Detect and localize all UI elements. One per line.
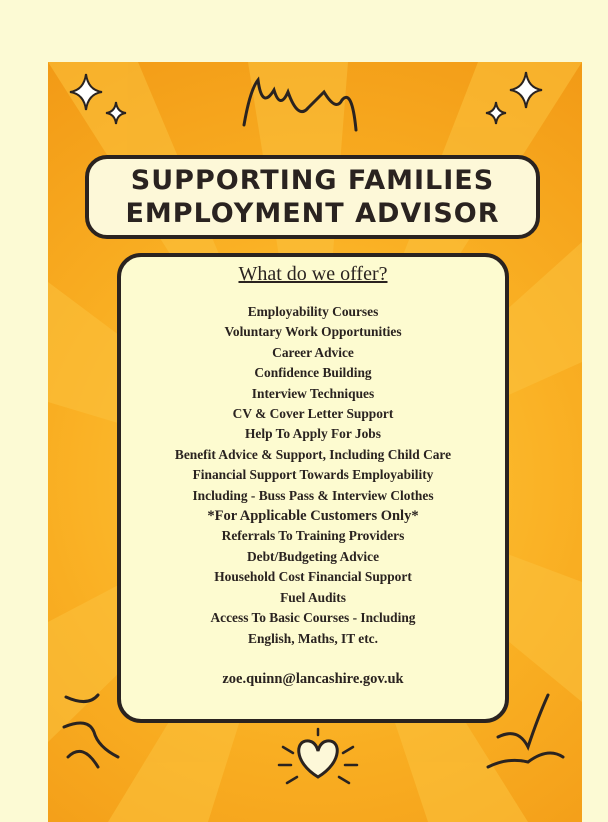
offer-item: Benefit Advice & Support, Including Child Care [174, 446, 452, 462]
offer-item: Help To Apply For Jobs [245, 426, 381, 442]
offer-list [121, 302, 505, 649]
offer-item: Confidence Building [254, 365, 372, 381]
sparkle-icon [66, 72, 136, 137]
offer-item: Financial Support Towards Employability [192, 467, 434, 483]
contact-email[interactable]: zoe.quinn@lancashire.gov.uk [222, 670, 404, 687]
offer-heading: What do we offer? [238, 263, 388, 285]
offer-item: Fuel Audits [280, 589, 346, 605]
offer-item: Including - Buss Pass & Interview Clothes [192, 487, 434, 503]
offer-item: Household Cost Financial Support [214, 569, 412, 585]
offer-item: Employability Courses [247, 304, 379, 319]
sparkle-icon [476, 70, 556, 135]
burst-scribble-icon [468, 687, 568, 777]
offer-note: *For Applicable Customers Only* [207, 508, 419, 525]
crown-scribble-icon [236, 70, 386, 140]
offer-item: CV & Cover Letter Support [232, 406, 394, 422]
offer-item: Interview Techniques [251, 385, 375, 401]
offer-item: Debt/Budgeting Advice [246, 548, 380, 564]
offer-item: English, Maths, IT etc. [248, 630, 378, 646]
title-line-2: EMPLOYMENT ADVISOR [125, 198, 500, 229]
offer-panel [117, 253, 509, 723]
offer-item: Access To Basic Courses - Including [210, 610, 416, 626]
heart-icon [273, 727, 363, 792]
burst-scribble-icon [58, 687, 128, 777]
offer-item: Voluntary Work Opportunities [224, 324, 402, 340]
offer-item: Referrals To Training Providers [221, 528, 405, 544]
title-line-1: SUPPORTING FAMILIES [130, 165, 495, 196]
title-banner [85, 155, 540, 239]
flyer [48, 62, 582, 822]
offer-item: Career Advice [272, 344, 354, 360]
